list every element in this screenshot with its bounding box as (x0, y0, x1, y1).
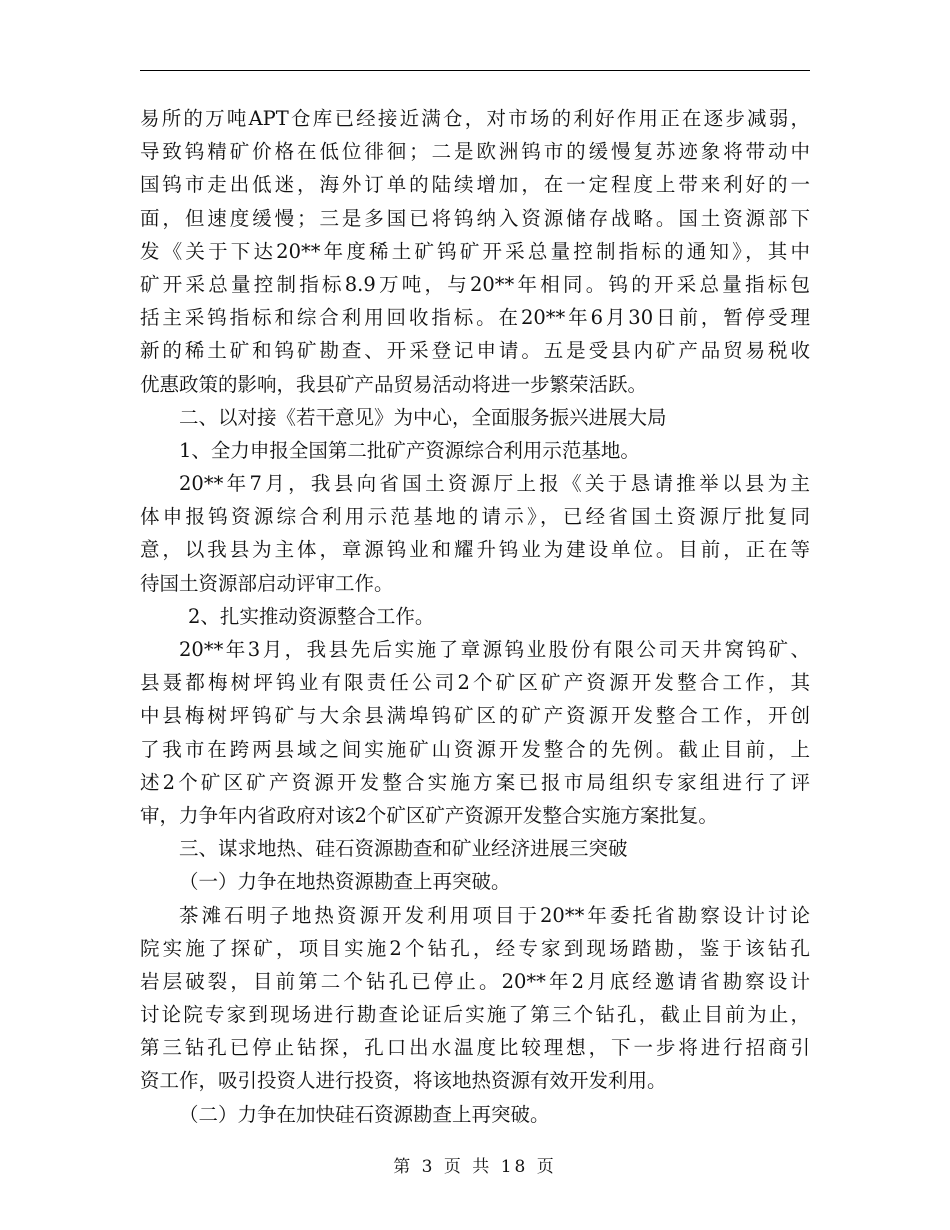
text-line: 茶滩石明子地热资源开发利用项目于20**年委托省勘察设计讨论 (179, 903, 810, 927)
text-line: 中县梅树坪钨矿与大余县满埠钨矿区的矿产资源开发整合工作，开创 (140, 704, 810, 728)
text-line: 审，力争年内省政府对该2个矿区矿产资源开发整合实施方案批复。 (140, 803, 718, 827)
text-line: 新的稀土矿和钨矿勘查、开采登记申请。五是受县内矿产品贸易税收 (140, 339, 810, 363)
text-line: 国钨市走出低迷，海外订单的陆续增加，在一定程度上带来利好的一 (140, 173, 810, 197)
text-line: （二）力争在加快硅石资源勘查上再突破。 (179, 1102, 550, 1126)
text-line: （一）力争在地热资源勘查上再突破。 (179, 870, 511, 894)
text-line: 岩层破裂，目前第二个钻孔已停止。20**年2月底经邀请省勘察设计 (140, 969, 810, 993)
text-line: 了我市在跨两县域之间实施矿山资源开发整合的先例。截止目前，上 (140, 737, 810, 761)
text-line: 优惠政策的影响，我县矿产品贸易活动将进一步繁荣活跃。 (140, 372, 648, 396)
text-line: 二、以对接《若干意见》为中心，全面服务振兴进展大局 (179, 405, 667, 429)
text-line: 第三钻孔已停止钻探，孔口出水温度比较理想，下一步将进行招商引 (140, 1036, 810, 1060)
text-line: 导致钨精矿价格在低位徘徊；二是欧洲钨市的缓慢复苏迹象将带动中 (140, 140, 810, 164)
text-line: 面，但速度缓慢；三是多国已将钨纳入资源储存战略。国土资源部下 (140, 206, 810, 230)
text-line: 县聂都梅树坪钨业有限责任公司2个矿区矿产资源开发整合工作，其 (140, 671, 810, 695)
text-line: 括主采钨指标和综合利用回收指标。在20**年6月30日前，暂停受理 (140, 306, 810, 330)
text-line: 矿开采总量控制指标8.9万吨，与20**年相同。钨的开采总量指标包 (140, 272, 810, 296)
text-line: 述2个矿区矿产资源开发整合实施方案已报市局组织专家组进行了评 (140, 770, 810, 794)
text-line: 讨论院专家到现场进行勘查论证后实施了第三个钻孔，截止目前为止， (140, 1003, 810, 1027)
text-line: 资工作，吸引投资人进行投资，将该地热资源有效开发利用。 (140, 1069, 667, 1093)
text-line: 2、扎实推动资源整合工作。 (188, 604, 435, 628)
header-rule (140, 70, 810, 71)
text-line: 体申报钨资源综合利用示范基地的请示》，已经省国土资源厅批复同 (140, 505, 810, 529)
text-line: 待国土资源部启动评审工作。 (140, 571, 394, 595)
text-line: 1、全力申报全国第二批矿产资源综合利用示范基地。 (179, 438, 640, 462)
text-line: 发《关于下达20**年度稀土矿钨矿开采总量控制指标的通知》，其中 (140, 239, 810, 263)
text-line: 三、谋求地热、硅石资源勘查和矿业经济进展三突破 (179, 837, 628, 861)
text-line: 20**年7月，我县向省国土资源厅上报《关于恳请推举以县为主 (179, 472, 810, 496)
body-text (140, 102, 810, 1131)
text-line: 易所的万吨APT仓库已经接近满仓，对市场的利好作用正在逐步减弱， (140, 107, 810, 130)
text-line: 院实施了探矿，项目实施2个钻孔，经专家到现场踏勘，鉴于该钻孔 (140, 936, 810, 960)
text-line: 20**年3月，我县先后实施了章源钨业股份有限公司天井窝钨矿、 (179, 638, 810, 661)
page-footer: 第 3 页 共 18 页 (393, 1157, 557, 1177)
text-line: 意，以我县为主体，章源钨业和耀升钨业为建设单位。目前，正在等 (140, 538, 810, 562)
